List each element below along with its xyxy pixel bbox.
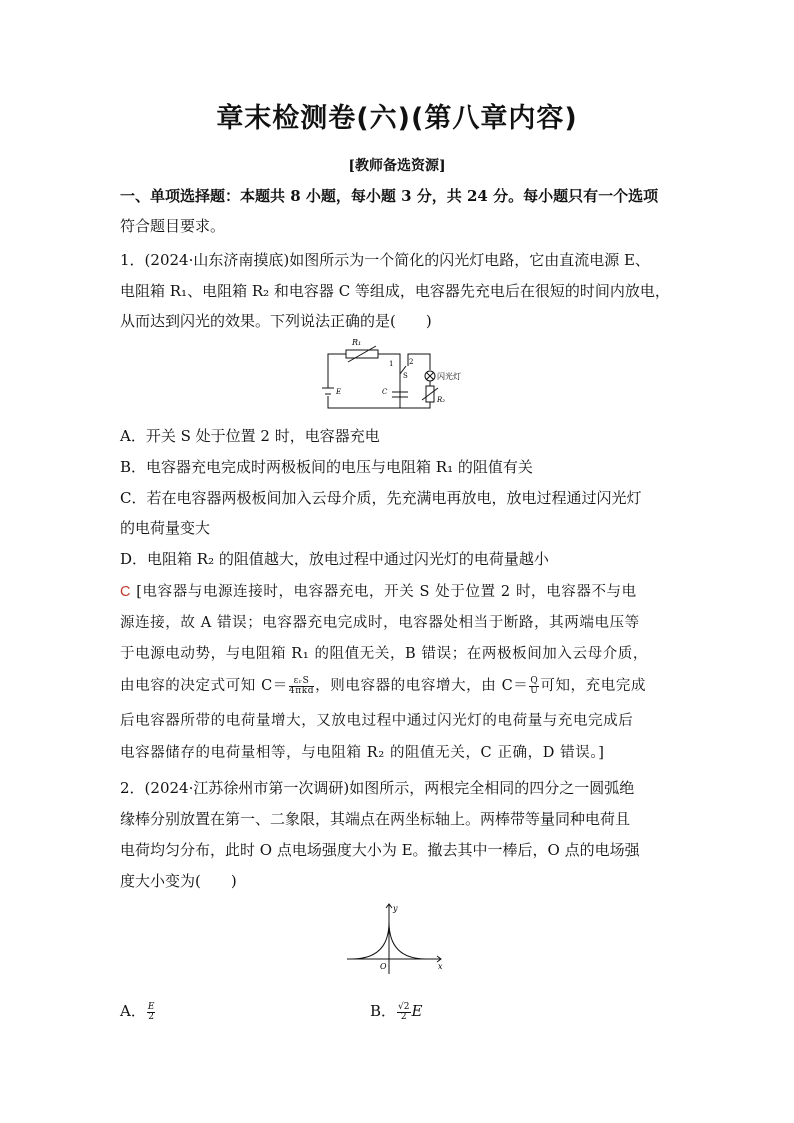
u-denominator: U xyxy=(530,685,539,696)
q1-option-d: D．电阻箱 R₂ 的阻值越大，放电过程中通过闪光灯的电荷量越小 xyxy=(120,550,549,568)
q2-stem-line3: 电荷均匀分布，此时 O 点电场强度大小为 E。撤去其中一棒后，O 点的电场强 xyxy=(120,841,640,859)
q1-answer-line1 xyxy=(120,582,680,602)
formula-numerator: εᵣS xyxy=(289,677,314,687)
r1-label: R₁ xyxy=(352,338,362,347)
switch-pos2-label: 2 xyxy=(409,358,414,366)
q1-option-a: A．开关 S 处于位置 2 时，电容器充电 xyxy=(120,427,380,445)
page-title: 章末检测卷(六)(第八章内容) xyxy=(216,103,578,134)
formula-denominator: 4πkd xyxy=(288,685,315,696)
x-axis-label: x xyxy=(438,962,443,971)
q1-answer-line5: 后电容器所带的电荷量增大，又放电过程中通过闪光灯的电荷量与充电完成后 xyxy=(120,713,634,729)
q2-option-b-den: 2 xyxy=(400,1011,407,1022)
q2-option-a xyxy=(120,1000,156,1022)
q1-option-c-line2: 的电荷量变大 xyxy=(120,519,211,537)
q1-stem-line1: 1．(2024·山东济南摸底)如图所示为一个简化的闪光灯电路，它由直流电源 E、 xyxy=(120,251,650,269)
flash-circuit-figure xyxy=(318,336,478,416)
q1-answer-line3: 于电源电动势，与电阻箱 R₁ 的阻值无关，B 错误；在两极板间加入云母介质， xyxy=(120,646,649,662)
q2-stem-line4: 度大小变为( ) xyxy=(120,872,237,890)
q2-option-a-prefix: A． xyxy=(120,1002,146,1020)
origin-label: O xyxy=(380,962,387,971)
answer-text-4a: 由电容的决定式可知 C＝ xyxy=(120,678,288,694)
q1-answer-line6: 电容器储存的电荷量相等，与电阻箱 R₂ 的阻值无关，C 正确，D 错误。] xyxy=(120,745,605,761)
q2-option-a-fraction xyxy=(147,1003,156,1022)
q2-stem-line2: 缘棒分别放置在第一、二象限，其端点在两坐标轴上。两棒带等量同种电荷且 xyxy=(120,810,631,828)
capacitance-formula-fraction xyxy=(289,677,314,696)
q-over-u-fraction xyxy=(529,677,539,696)
q2-option-a-den: 2 xyxy=(148,1011,154,1022)
q2-option-b-suffix: E xyxy=(411,1002,423,1020)
y-axis-label: y xyxy=(393,904,398,913)
answer-text-4c: 可知，充电完成 xyxy=(540,678,647,694)
section-heading-line1: 一、单项选择题：本题共 8 小题，每小题 3 分，共 24 分。每小题只有一个选项 xyxy=(120,187,659,205)
battery-e-label: E xyxy=(336,388,342,396)
q2-option-b xyxy=(370,1000,422,1022)
q1-answer-line4 xyxy=(120,676,680,696)
q2-option-b-fraction xyxy=(397,1003,410,1022)
answer-text-4b: ，则电容器的电容增大，由 C＝ xyxy=(315,678,529,694)
q2-option-b-num: √2 xyxy=(398,1001,410,1012)
q-numerator: Q xyxy=(530,675,539,686)
q2-stem-line1: 2．(2024·江苏徐州市第一次调研)如图所示，两根完全相同的四分之一圆弧绝 xyxy=(120,779,635,797)
q2-option-a-num: E xyxy=(147,1001,155,1012)
q2-option-b-prefix: B． xyxy=(370,1002,397,1020)
section-heading-line2: 符合题目要求。 xyxy=(120,217,226,235)
quarter-arc-rods-figure xyxy=(345,900,455,976)
q1-stem-line2: 电阻箱 R₁、电阻箱 R₂ 和电容器 C 等组成，电容器先充电后在很短的时间内放电， xyxy=(120,282,670,300)
capacitor-c-label: C xyxy=(382,388,388,396)
q1-option-b: B．电容器充电完成时两极板间的电压与电阻箱 R₁ 的阻值有关 xyxy=(120,458,533,476)
lamp-label: 闪光灯 xyxy=(437,372,461,381)
page-subtitle: [教师备选资源] xyxy=(348,158,446,174)
switch-pos1-label: 1 xyxy=(389,360,394,368)
q1-stem-line3: 从而达到闪光的效果。下列说法正确的是( ) xyxy=(120,312,432,330)
r2-label: R₂ xyxy=(437,396,446,404)
answer-letter: C xyxy=(120,584,132,600)
switch-s-label: S xyxy=(403,372,408,380)
answer-text-1: [电容器与电源连接时，电容器充电，开关 S 处于位置 2 时，电容器不与电 xyxy=(136,584,637,600)
q1-answer-line2: 源连接，故 A 错误；电容器充电完成时，电容器处相当于断路，其两端电压等 xyxy=(120,615,640,631)
q1-option-c-line1: C．若在电容器两极板间加入云母介质，先充满电再放电，放电过程通过闪光灯 xyxy=(120,489,642,507)
